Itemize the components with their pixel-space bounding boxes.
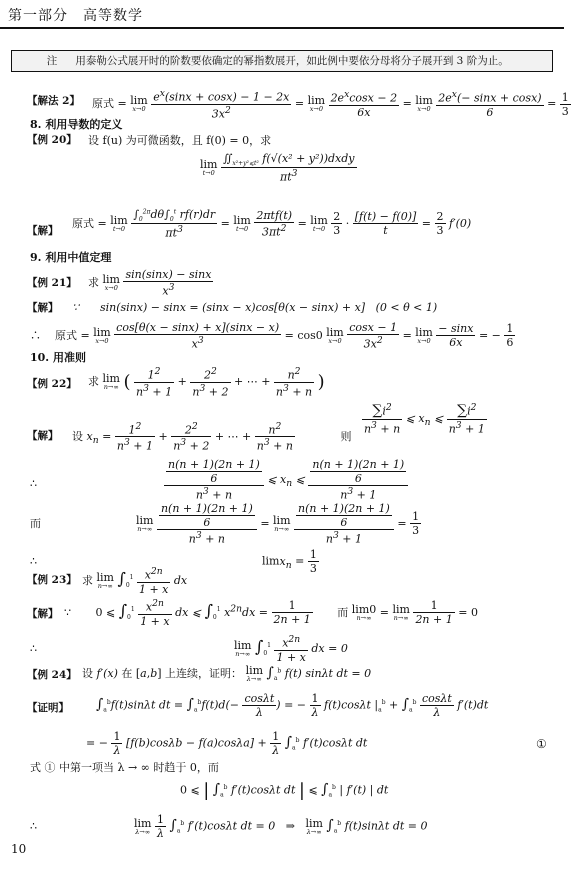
sol23-line2: ∴ lim n→∞ $\int_0^1$ $\frac{x^{2n}}{1 + x}$ dx = 0 [30,634,348,664]
ex24-text: 设 f′(x) 在 [a,b] 上连续，证明： lim λ→∞ $\int_a^b$ f(t) sinλt dt = 0 [82,664,372,684]
sol22-line4: ∴ limx$_n$ = $\frac{1}{3}$ [30,548,317,575]
sol2-label: 【解法 2】 [27,95,80,107]
ex21-equation: 求 lim x→0 $\frac{\sin(\sin x) - \sin x}{x^3}$ [88,268,212,298]
sol23-line1: ∵ 0 ⩽ $\int_0^1$ $\frac{x^{2n}}{1 + x}$ dx ⩽ $\int_0^1$ $x^{2n}dx$ = $\frac{1}{2n + 1}$ 而 lim0 n→∞ = lim n→∞ $\frac{1}{2n + 1}$ = 0 [64,598,478,628]
sol20-equation: 原式 = lim t→0 $\frac{\int_0^{2\pi}d\theta\int_0^t rf(r)dr}{\pi t^3}$ = lim t→0 $\frac{\text{2πtf(t)}}{3\pi t^2}$ = lim t→0 $\frac{2}{3}$ · $\frac{[f(t) - f(0)]}{t}$ = $\frac{2}{3}$ f′(0) [72,208,472,240]
ex20-label: 【例 20】 [27,134,77,146]
sol21-line1: ∵ sin(sinx) − sinx = (sinx − x)cos[θ(x − sinx) + x] (0 < θ < 1) [72,301,438,314]
sol20-label: 【解】 [27,225,59,237]
proof-line2: = − $\frac{1}{\lambda}$ [f(b)cosλb − f(a)cosλa] + $\frac{1}{\lambda}$ $\int_a^b$ f′(t)cosλt dt [86,730,368,757]
ex22-label: 【例 22】 [27,378,77,390]
section-8-heading: 8. 利用导数的定义 [30,118,123,131]
ex21-label: 【例 21】 [27,277,77,289]
proof-label: 【证明】 [27,702,69,714]
sol2-equation: 原式 = lim x→0 $\frac{e^x(\sin x + \cos x) - 1 - 2x}{3x^2}$ = lim x→0 $\frac{2e^x\cos x - 2}{6x}$ = lim x→0 $\frac{2e^x(- \sin x + \cos x)}{6}$ = $\frac{1}{3}$ [92,88,569,121]
sol22-line3: 而 lim n→∞ $\frac{\frac{n(n + 1)(2n + 1)}{6}}{n^3 + n}$ = lim n→∞ $\frac{\frac{n(n + 1)(2n + 1)}{6}}{n^3 + 1}$ = $\frac{1}{3}$ [30,502,420,546]
sol21-line2: ∴ 原式 = lim x→0 $\frac{\cos[\theta(x - \sin x) + x](\sin x - x)}{x^3}$ = cos0 lim x→0 $\frac{\cos x - 1}{3x^2}$ = lim x→0 $\frac{- \sin x}{6x}$ = − $\frac{1}{6}$ [30,321,514,351]
proof-line4: 0 ⩽ | $\int_a^b$ f′(t)cosλt dt | ⩽ $\int_a^b$ | f′(t) | dt [180,780,389,801]
sol22-line2: ∴ $\frac{\frac{n(n + 1)(2n + 1)}{6}}{n^3 + n}$ ⩽ $x_n$ ⩽ $\frac{\frac{n(n + 1)(2n + 1)}{6}}{n^3 + 1}$ [30,458,408,502]
proof-line5: ∴ lim λ→∞ $\frac{1}{\lambda}$ $\int_a^b$ f′(t)cosλt dt = 0 ⇒ lim λ→∞ $\int_a^b$ f(t)sinλt dt = 0 [30,813,428,840]
ex20-formula: lim t→0 $\frac{∬_{x^2+y^2⩽t^2} f(√(x^2 + y^2))dxdy}{\pi t^3}$ [200,152,355,184]
sol23-label: 【解】 [27,608,59,620]
ex24-label: 【例 24】 [27,669,77,681]
ex23-label: 【例 23】 [27,574,77,586]
section-9-heading: 9. 利用中值定理 [30,251,112,264]
note-text: 用泰勒公式展开时的阶数要依确定的幂指数展开，如此例中要依分母将分子展开到 3 阶为止。 [75,55,509,67]
ex22-equation: 求 lim n→∞ ( $\frac{1^2}{n^3 + 1}$ + $\frac{2^2}{n^3 + 2}$ + ⋯ + $\frac{n^2}{n^3 + n}$ ) [88,366,325,399]
note-label: 注 [46,55,58,67]
header-rule [0,27,564,29]
proof-line3: 式 ① 中第一项当 λ → ∞ 时趋于 0，而 [30,761,219,774]
proof-equation-tag: ① [536,737,547,751]
ex23-equation: 求 lim n→∞ $\int_0^1$ $\frac{x^{2n}}{1 + x}$ dx [82,566,188,596]
note-box [11,50,553,72]
sol22-label: 【解】 [27,430,59,442]
proof-line1: $\int_a^bf(t)\sin\lambda t$ dt = $\int_a^bf(t)d(-$ $\frac{\cos\lambda t}{\lambda}$ ) = − $\frac{1}{\lambda}$ f(t)cosλt $|_a^b + \int_a^b$ $\frac{\cos\lambda t}{\lambda}$ f′(t)dt [96,692,489,719]
sol22-line1: 设 $x_n$ = $\frac{1^2}{n^3 + 1}$ + $\frac{2^2}{n^3 + 2}$ + ⋯ + $\frac{n^2}{n^3 + n}$ 则 $\frac{\sum i^2}{n^3 + n}$ ⩽ $x_n$ ⩽ $\frac{\sum i^2}{n^3 + 1}$ [72,402,485,453]
ex20-text: 设 f(u) 为可微函数，且 f(0) = 0，求 [88,134,272,147]
page-header-title: 第一部分 高等数学 [8,8,143,24]
page-number: 10 [11,842,27,856]
sol21-label: 【解】 [27,302,59,314]
section-10-heading: 10. 用准则 [30,351,86,364]
